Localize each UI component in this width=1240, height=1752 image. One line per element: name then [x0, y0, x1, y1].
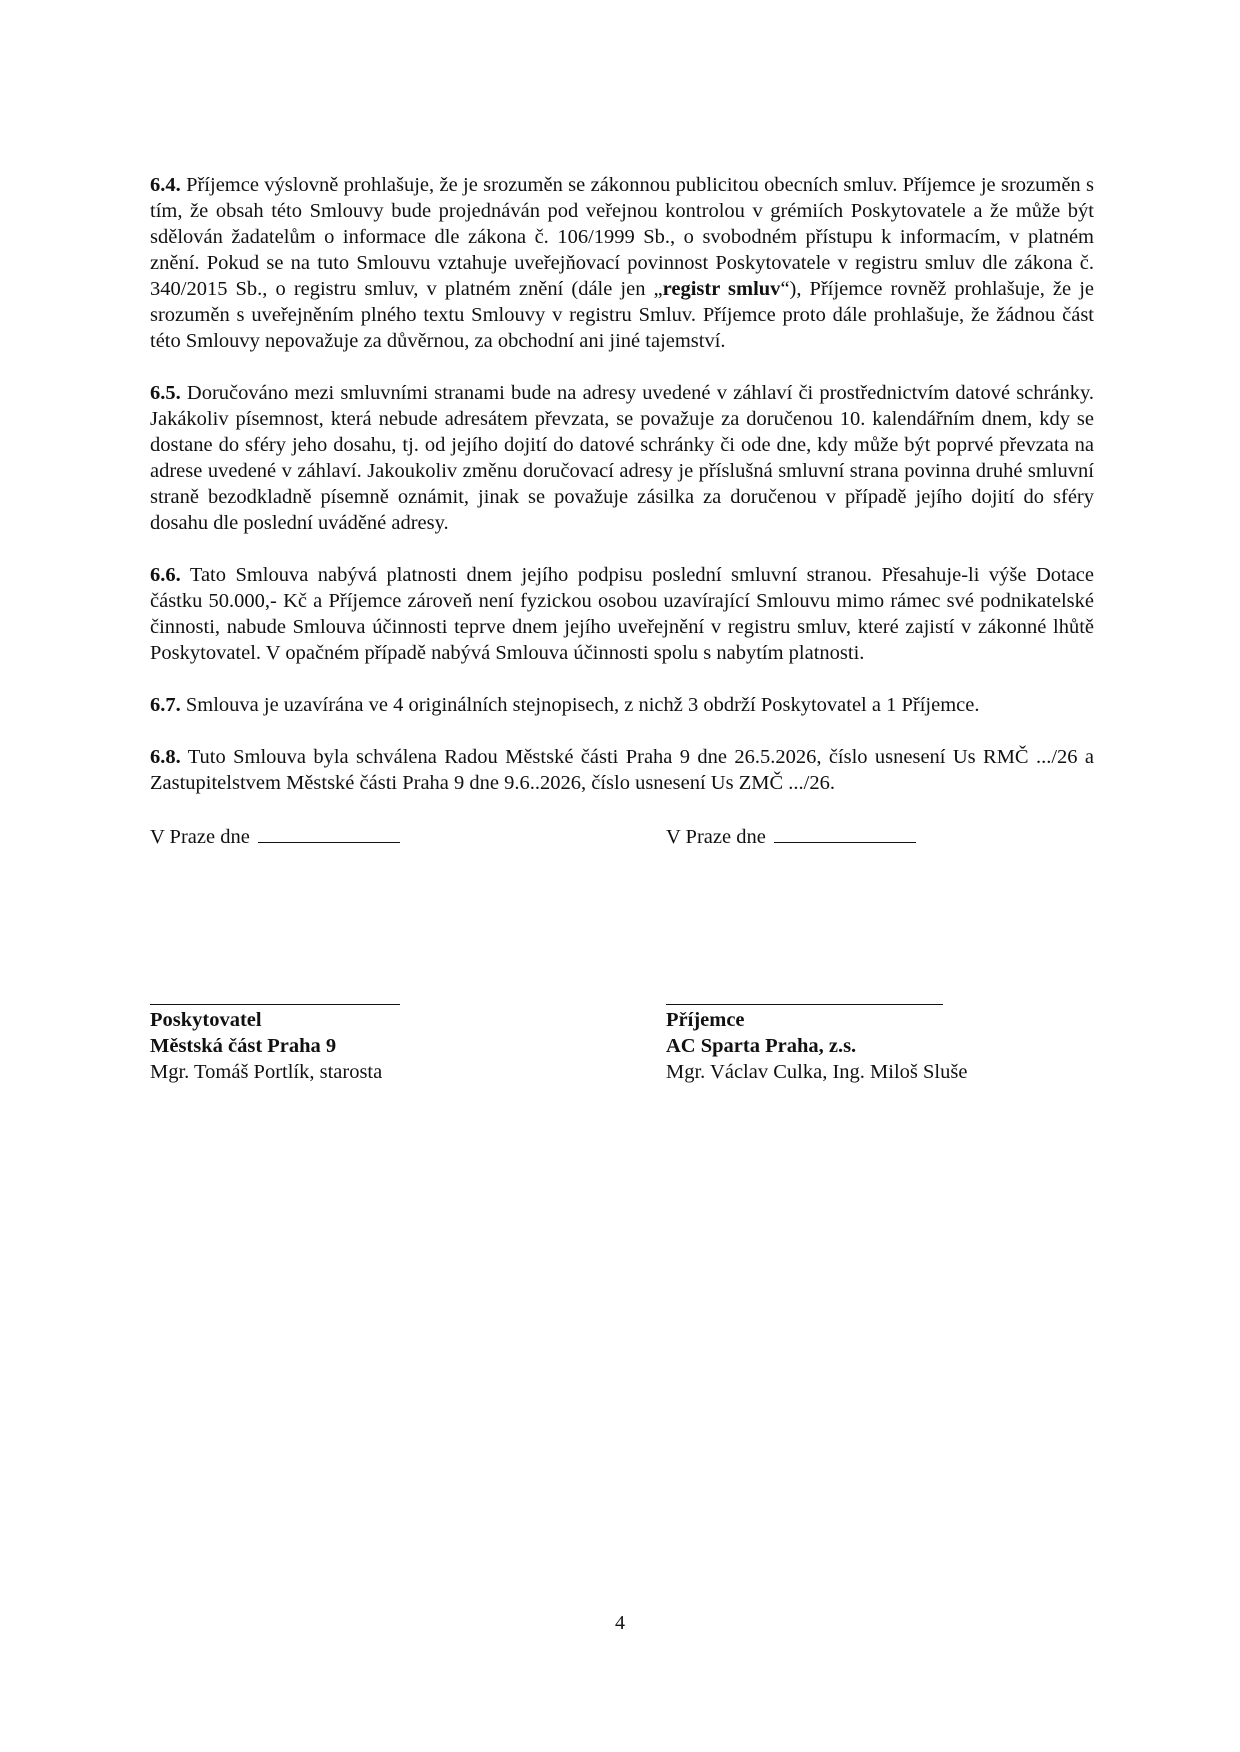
clause-text: Smlouva je uzavírána ve 4 originálních stejnopisech, z nichž 3 obdrží Poskytovatel a 1 Příjemce. [180, 694, 980, 716]
date-blank-left [258, 822, 400, 843]
signature-date-row [150, 822, 1094, 852]
date-left [150, 822, 400, 850]
clause-text-continued: “), Příjemce rovněž prohlašuje, že je srozuměn s uveřejněním plného textu Smlouvy v registru Smluv. Příjemce proto dále prohlašuje, že žádnou část této Smlouvy nepovažuje za důvěrnou, za obchodní ani jiné tajemství. [150, 278, 1094, 352]
signature-block-provider [150, 1004, 400, 1085]
clause-6-8 [150, 744, 1094, 796]
clause-number: 6.8. [150, 746, 181, 768]
clause-number: 6.6. [150, 564, 181, 586]
clause-text: Příjemce výslovně prohlašuje, že je srozuměn se zákonnou publicitou obecních smluv. Příjemce je srozuměn s tím, že obsah této Smlouvy bude projednáván pod veřejnou kontrolou v grémiích Poskytovatele a že může být sdělován žadatelům o informace dle zákona č. 106/1999 Sb., o svobodném přístupu k informacím, v platném znění. Pokud se na tuto Smlouvu vztahuje uveřejňovací povinnost Poskytovatele v registru smluv dle zákona č. 340/2015 Sb., o registru smluv, v platném znění (dále jen „ [150, 174, 1094, 300]
clause-6-7 [150, 692, 1094, 718]
clause-text: Doručováno mezi smluvními stranami bude na adresy uvedené v záhlaví či prostřednictvím datové schránky. Jakákoliv písemnost, která nebude adresátem převzata, se považuje za doručenou 10. kalendářním dnem, kdy se dostane do sféry jeho dosahu, tj. od jejího dojití do datové schránky či ode dne, kdy může být poprvé převzata na adrese uvedené v záhlaví. Jakoukoliv změnu doručovací adresy je příslušná smluvní strana povinna druhé smluvní straně bezodkladně písemně oznámit, jinak se považuje zásilka za doručenou v případě jejího dojití do sféry dosahu dle poslední uváděné adresy. [150, 382, 1094, 534]
clause-text: Tato Smlouva nabývá platnosti dnem jejího podpisu poslední smluvní stranou. Přesahuje-li výše Dotace částku 50.000,- Kč a Příjemce zároveň není fyzickou osobou uzavírající Smlouvu mimo rámec své podnikatelské činnosti, nabude Smlouva účinnosti teprve dnem jejího uveřejnění v registru smluv, které zajistí v zákonné lhůtě Poskytovatel. V opačném případě nabývá Smlouva účinnosti spolu s nabytím platnosti. [150, 564, 1094, 664]
signer-person-right: Mgr. Václav Culka, Ing. Miloš Sluše [666, 1061, 968, 1083]
clause-number: 6.7. [150, 694, 181, 716]
signature-block-recipient [666, 1004, 967, 1085]
signer-entity-right: AC Sparta Praha, z.s. [666, 1035, 857, 1057]
date-right [666, 822, 916, 850]
clause-6-6 [150, 562, 1094, 666]
clause-number: 6.4. [150, 174, 181, 196]
signer-role-left: Poskytovatel [150, 1009, 262, 1031]
bold-term: registr smluv [662, 278, 781, 300]
document-page [150, 172, 1094, 1083]
clause-6-4 [150, 172, 1094, 354]
clause-text: Tuto Smlouva byla schválena Radou Městské části Praha 9 dne 26.5.2026, číslo usnesení Us RMČ .../26 a Zastupitelstvem Městské části Praha 9 dne 9.6..2026, číslo usnesení Us ZMČ .../26. [150, 746, 1094, 794]
date-label-right: V Praze dne [666, 826, 766, 848]
signature-line-right [666, 1004, 943, 1005]
date-blank-right [774, 822, 916, 843]
signer-person-left: Mgr. Tomáš Portlík, starosta [150, 1061, 383, 1083]
page-number: 4 [615, 1612, 625, 1634]
signature-line-left [150, 1004, 400, 1005]
clause-number: 6.5. [150, 382, 181, 404]
clause-6-5 [150, 380, 1094, 536]
date-label-left: V Praze dne [150, 826, 250, 848]
signer-role-right: Příjemce [666, 1009, 745, 1031]
signer-entity-left: Městská část Praha 9 [150, 1035, 337, 1057]
